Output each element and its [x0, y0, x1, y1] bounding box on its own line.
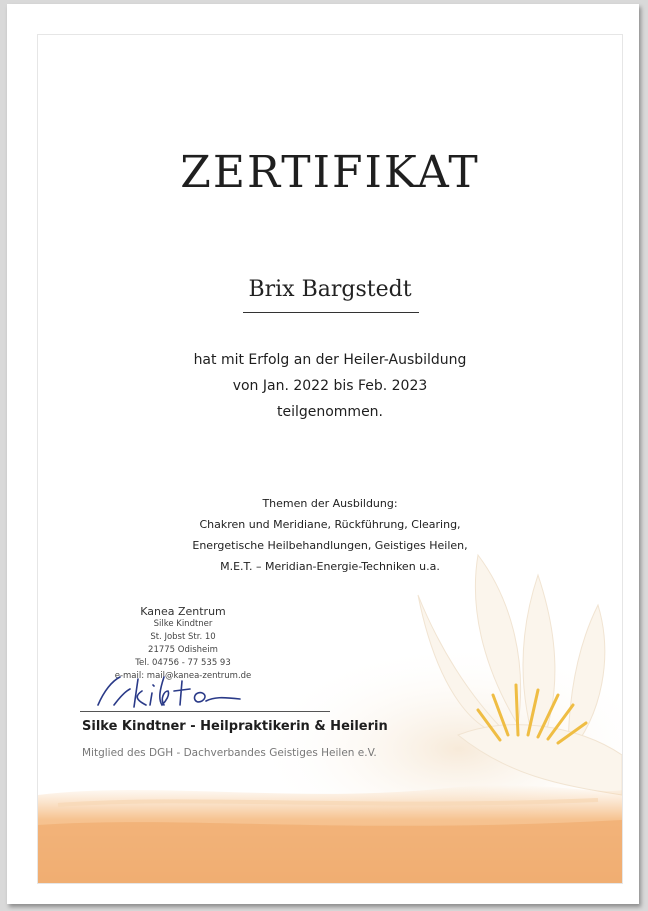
name-underline: [243, 312, 419, 313]
topics-heading: Themen der Ausbildung:: [262, 497, 398, 510]
statement-line: teilgenommen.: [276, 404, 384, 420]
recipient-name: Brix Bargstedt: [248, 277, 412, 302]
completion-statement: [38, 347, 622, 425]
topics-line: Energetische Heilbehandlungen, Geistiges Heilen,: [192, 539, 468, 552]
statement-line: hat mit Erfolg an der Heiler-Ausbildung: [193, 352, 467, 368]
certificate-page: [7, 4, 639, 904]
stamp-line: Silke Kindtner: [153, 619, 213, 629]
signature-line: [80, 711, 330, 712]
membership-note: Mitglied des DGH - Dachverbandes Geistiges Heilen e.V.: [82, 747, 377, 759]
handwritten-signature: [90, 671, 250, 711]
stamp-line: Tel. 04756 - 77 535 93: [135, 658, 231, 668]
stamp-name: Kanea Zentrum: [140, 605, 226, 618]
statement-line: von Jan. 2022 bis Feb. 2023: [232, 378, 428, 394]
stamp-line: e-mail: mail@kanea-zentrum.de: [114, 671, 252, 681]
topics-line: Chakren und Meridiane, Rückführung, Clearing,: [199, 518, 461, 531]
topics-line: M.E.T. – Meridian-Energie-Techniken u.a.: [220, 560, 440, 573]
stamp-line: St. Jobst Str. 10: [150, 632, 216, 642]
stamp-line: 21775 Odisheim: [148, 645, 218, 655]
certificate-frame: [37, 34, 623, 884]
certificate-title: ZERTIFIKAT: [180, 147, 480, 198]
training-topics: [38, 493, 622, 577]
signer-title: Silke Kindtner - Heilpraktikerin & Heilerin: [82, 719, 388, 734]
